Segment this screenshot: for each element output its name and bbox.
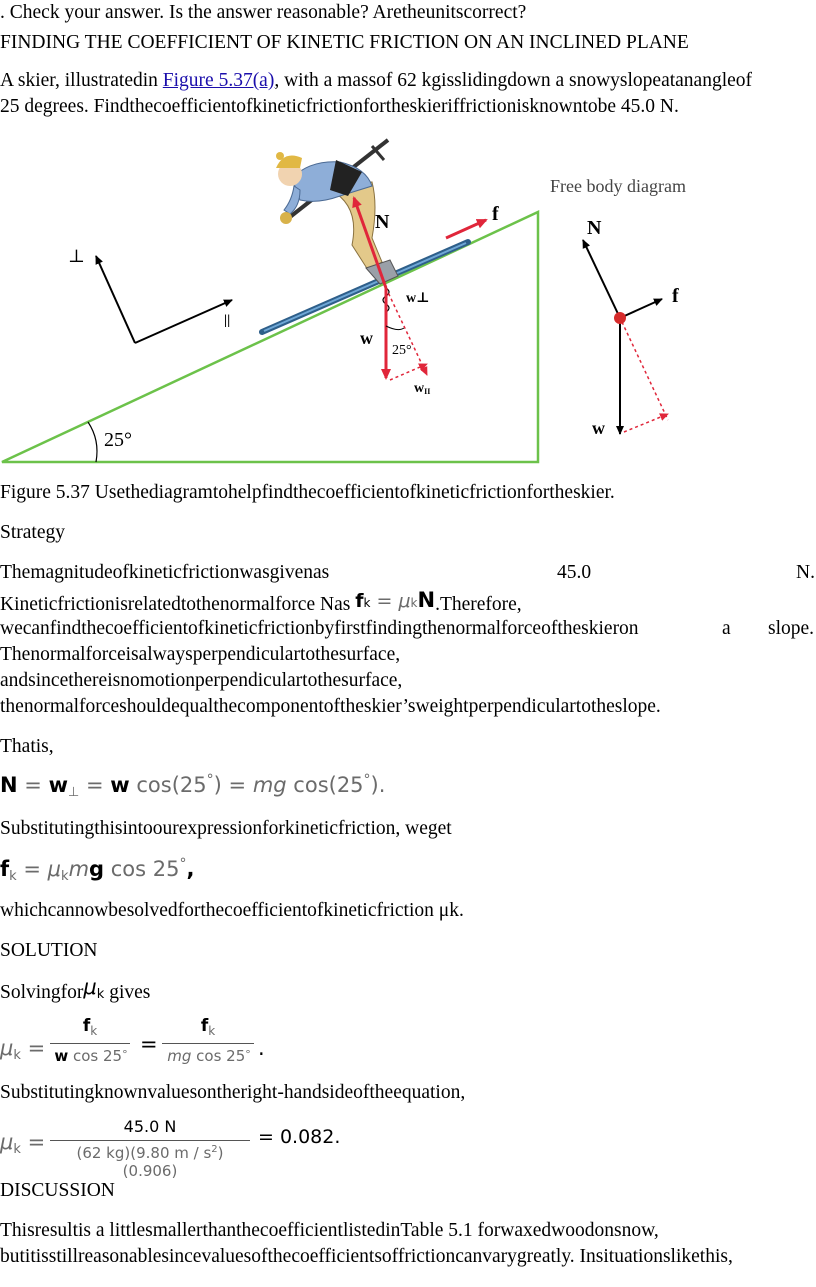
solving-text-a: Solvingfor xyxy=(0,982,84,1003)
fk-equals-muN: fk = μkN xyxy=(355,588,436,612)
result-value: = 0.082. xyxy=(258,1126,341,1148)
intro-paragraph-line-1 xyxy=(0,70,752,92)
discussion-text-1: Thisresultis a littlesmallerthanthecoefficientlistedinTable 5.1 forwaxedwoodonsnow, xyxy=(0,1220,659,1241)
strategy-heading: Strategy xyxy=(0,522,65,543)
mu-subscript: k xyxy=(96,987,105,1002)
thatis-text: Thatis, xyxy=(0,736,54,757)
strategy-text-3a: wecanfindthecoefficientofkineticfrictionbyfirstfindingthenormalforceoftheskieron xyxy=(0,618,639,639)
mu-k-lhs: μk = xyxy=(0,1036,46,1063)
fbd-title: Free body diagram xyxy=(550,176,686,196)
numeric-denominator: (62 kg)(9.80 m / $s^2)(0.906)$ xyxy=(76,1144,224,1180)
mu-symbol: μ xyxy=(83,975,97,999)
force-vectors xyxy=(354,198,499,396)
mu-k-lhs-2: μk = xyxy=(0,1130,46,1157)
fraction-2-numerator: $f_k$ xyxy=(200,1016,216,1038)
fraction-2-denominator: mg cos 25° xyxy=(167,1047,251,1065)
which-text: whichcannowbesolvedforthecoefficientofkineticfriction μk. xyxy=(0,900,464,921)
period-1: . xyxy=(258,1036,265,1060)
strategy-text-1a: Themagnitudeofkineticfrictionwasgivenas xyxy=(0,562,330,583)
intro-text-a: A skier, illustratedin xyxy=(0,70,163,91)
strategy-text-6: thenormalforceshouldequalthecomponentoftheskier’sweightperpendiculartotheslope. xyxy=(0,696,661,717)
numeric-numerator: 45.0 N xyxy=(123,1117,177,1136)
fbd-normal-label: N xyxy=(587,217,602,239)
section-heading: FINDING THE COEFFICIENT OF KINETIC FRICTION ON AN INCLINED PLANE xyxy=(0,32,689,53)
solution-heading: SOLUTION xyxy=(0,940,98,961)
figure-caption: Figure 5.37 Usethediagramtohelpfindthecoefficientofkineticfrictionfortheskier. xyxy=(0,482,615,503)
fbd-friction-label: f xyxy=(672,285,679,307)
intro-paragraph-line-2: 25 degrees. Findthecoefficientofkineticfrictionfortheskieriffrictionisknowntobe 45.0 N. xyxy=(0,96,679,117)
strategy-text-4: Thenormalforceisalwaysperpendiculartothesurface, xyxy=(0,644,401,665)
strategy-text-3c: slope. xyxy=(768,618,815,639)
strategy-line-2 xyxy=(0,588,522,617)
equals-sign-2: = xyxy=(140,1032,158,1056)
figure-link[interactable]: Figure 5.37(a) xyxy=(162,70,275,91)
discussion-heading: DISCUSSION xyxy=(0,1180,115,1201)
substitution-text: Substitutingthisintoourexpressionforkineticfriction, weget xyxy=(0,818,452,839)
coordinate-axes xyxy=(68,246,232,343)
skier-figure xyxy=(0,130,816,470)
weight-angle-label: 25° xyxy=(392,343,412,358)
strategy-text-5: andsincethereisnomotionperpendiculartothesurface, xyxy=(0,670,403,691)
fraction-1-numerator: $f_k$ xyxy=(82,1016,98,1038)
check-answer-line: . Check your answer. Is the answer reasonable? Aretheunitscorrect? xyxy=(0,2,527,23)
solving-text-b: gives xyxy=(109,982,151,1003)
strategy-text-2a: Kineticfrictionisrelatedtothenormalforce Nas xyxy=(0,594,351,615)
w-perp-label: w⊥ xyxy=(406,291,430,306)
fraction-2-bar xyxy=(162,1043,254,1044)
fraction-1-denominator: w cos 25° xyxy=(54,1047,128,1065)
free-body-diagram xyxy=(550,176,686,438)
friction-label: f xyxy=(492,203,499,225)
strategy-text-1c: N. xyxy=(796,562,815,583)
strategy-text-2b: .Therefore, xyxy=(435,594,522,615)
strategy-text-1b: 45.0 xyxy=(557,562,592,583)
normal-force-equation: N = w⊥ = w cos(25°) = mg cos(25°). xyxy=(0,772,386,800)
numeric-fraction-bar xyxy=(50,1140,250,1141)
solving-line xyxy=(0,975,151,1006)
slope-angle-label: 25° xyxy=(104,429,132,451)
discussion-text-2: butitisstillreasonablesincevaluesofthecoefficientsoffrictioncanvarygreatly. Insituationslikethis, xyxy=(0,1246,733,1267)
parallel-axis-label: || xyxy=(224,313,231,328)
substituting-known-text: Substitutingknownvaluesontheright-handsideoftheequation, xyxy=(0,1082,466,1103)
fraction-1-bar xyxy=(50,1043,130,1044)
friction-expression-equation: fk = μkmg cos 25°, xyxy=(0,856,195,884)
strategy-text-3b: a xyxy=(722,618,731,639)
fbd-weight-label: w xyxy=(592,418,605,438)
weight-label: w xyxy=(360,328,373,348)
perp-axis-label: ⊥ xyxy=(68,246,85,266)
slope-angle-arc xyxy=(88,422,97,462)
intro-text-b: , with a massof 62 kgisslidingdown a snowyslopeatanangleof xyxy=(274,70,753,91)
w-parallel-label: wII xyxy=(414,381,431,396)
normal-force-label: N xyxy=(375,211,390,233)
